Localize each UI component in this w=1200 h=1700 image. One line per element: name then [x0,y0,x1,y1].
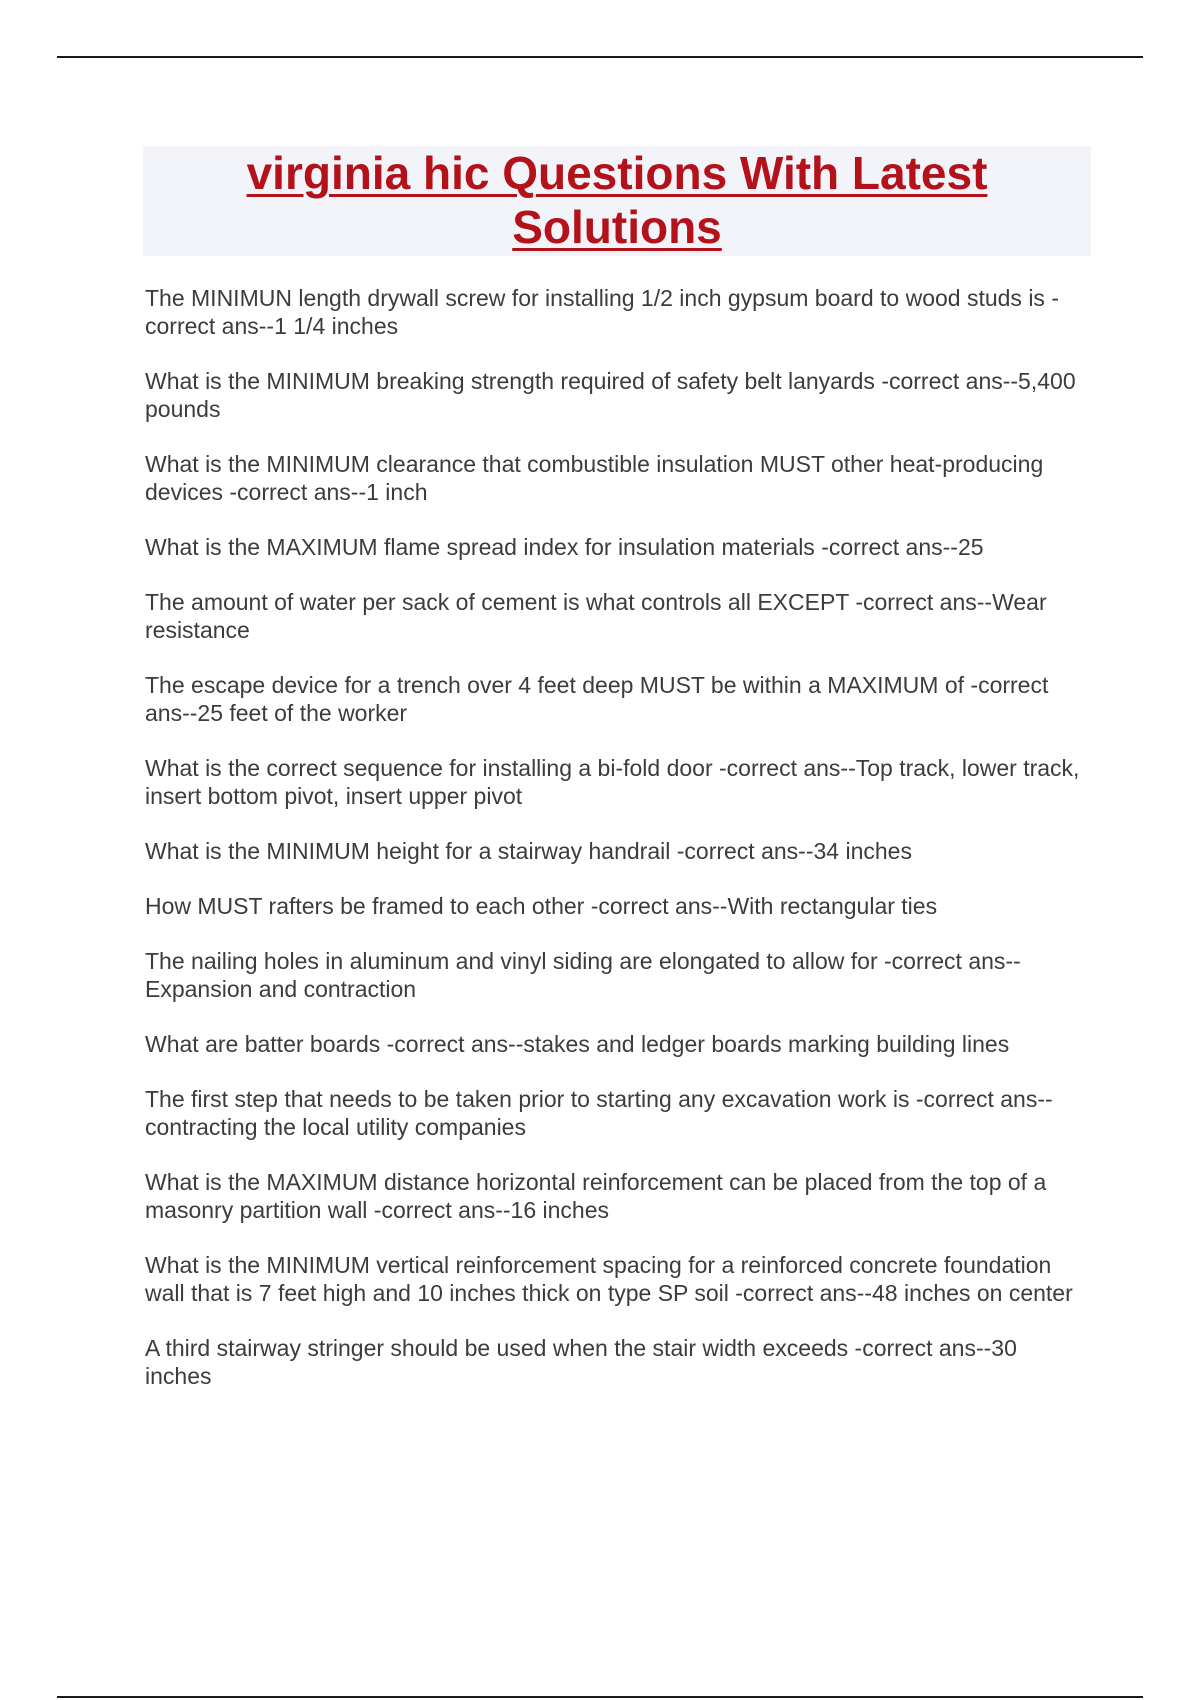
top-divider [57,56,1143,58]
qa-item: What is the MAXIMUM distance horizontal reinforcement can be placed from the top of a masonry partition wall -correct ans--16 inches [145,1169,1047,1223]
qa-item: How MUST rafters be framed to each other -correct ans--With rectangular ties [145,893,938,919]
qa-item: What is the MINIMUM vertical reinforcement spacing for a reinforced concrete foundation wall that is 7 feet high and 10 inches thick on type SP soil -correct ans--48 inches on center [145,1252,1073,1306]
qa-item: What are batter boards -correct ans--stakes and ledger boards marking building lines [145,1031,1010,1057]
title-banner [143,146,1091,256]
qa-item: What is the MINIMUM height for a stairway handrail -correct ans--34 inches [145,838,912,864]
qa-item: What is the MINIMUM breaking strength required of safety belt lanyards -correct ans--5,400 pounds [145,368,1076,422]
qa-item: The MINIMUN length drywall screw for installing 1/2 inch gypsum board to wood studs is -correct ans--1 1/4 inches [145,285,1059,339]
qa-item: The amount of water per sack of cement is what controls all EXCEPT -correct ans--Wear resistance [145,589,1047,643]
page-title: virginia hic Questions With Latest Solutions [246,147,988,253]
qa-item: The first step that needs to be taken prior to starting any excavation work is -correct ans--contracting the local utility companies [145,1086,1053,1140]
qa-item: What is the MAXIMUM flame spread index for insulation materials -correct ans--25 [145,534,984,560]
bottom-divider [57,1696,1143,1698]
qa-item: A third stairway stringer should be used when the stair width exceeds -correct ans--30 inches [145,1335,1017,1389]
qa-item: The escape device for a trench over 4 feet deep MUST be within a MAXIMUM of -correct ans--25 feet of the worker [145,672,1049,726]
qa-item: What is the correct sequence for installing a bi-fold door -correct ans--Top track, lower track, insert bottom pivot, insert upper pivot [145,755,1080,809]
qa-item: What is the MINIMUM clearance that combustible insulation MUST other heat-producing devices -correct ans--1 inch [145,451,1044,505]
qa-list [145,284,1085,1417]
qa-item: The nailing holes in aluminum and vinyl siding are elongated to allow for -correct ans--Expansion and contraction [145,948,1021,1002]
